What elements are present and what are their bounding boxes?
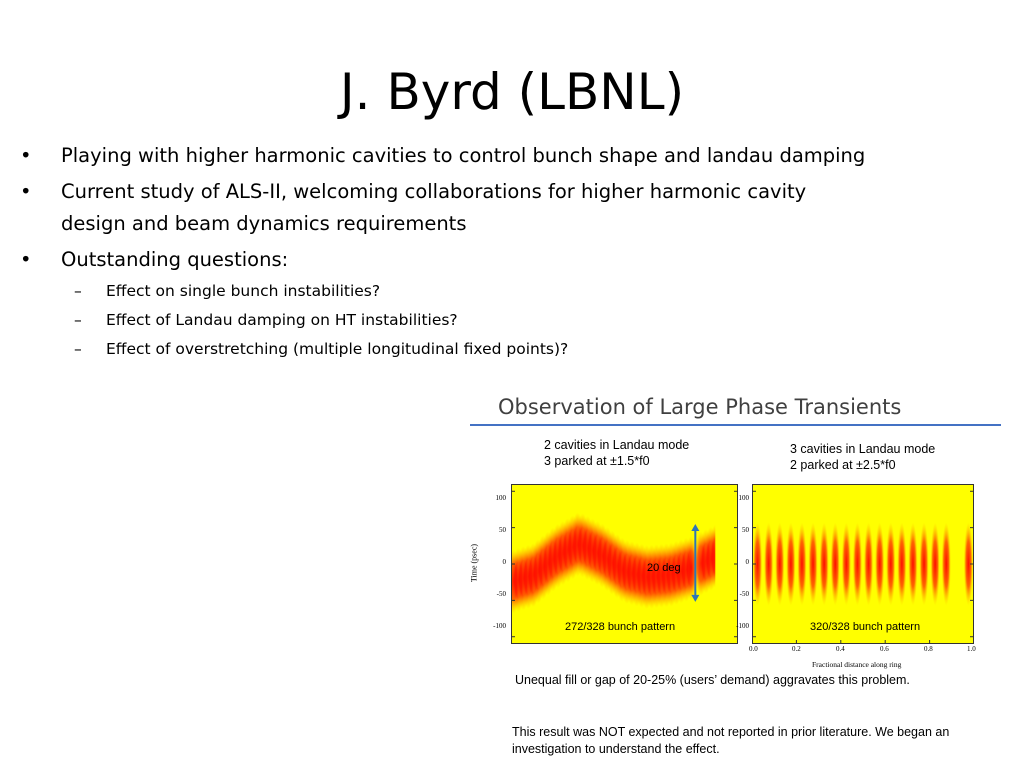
heatmap-background	[752, 484, 974, 644]
x-tick-label: 0.8	[924, 645, 933, 653]
dash-symbol: –	[74, 282, 82, 300]
left-note-line: 2 cavities in Landau mode	[544, 438, 690, 452]
y-tick-label: -50	[496, 590, 506, 598]
bunch-train-mark	[930, 522, 939, 605]
sub-bullet-item	[20, 338, 980, 360]
bullet-symbol: •	[20, 144, 32, 167]
x-tick-label: 0.4	[836, 645, 845, 653]
y-tick-label: 0	[502, 558, 506, 566]
bunch-train-mark	[786, 522, 795, 605]
dash-symbol: –	[74, 340, 82, 358]
right-note-line: 3 cavities in Landau mode	[790, 442, 936, 456]
y-tick-label: 50	[499, 526, 506, 534]
bunch-train-mark	[886, 522, 895, 605]
left-pattern-label: 272/328 bunch pattern	[565, 621, 676, 633]
result-note: This result was NOT expected and not reported in prior literature. We began an investigation to understand the effect.	[512, 725, 950, 756]
bullet-item	[20, 244, 980, 276]
figure-title: Observation of Large Phase Transients	[498, 395, 902, 419]
right-note-line: 2 parked at ±2.5*f0	[790, 458, 896, 472]
bunch-train-mark	[897, 522, 906, 605]
bullet-item	[20, 176, 980, 240]
bunch-train-mark	[808, 522, 817, 605]
y-tick-label: -100	[493, 622, 506, 630]
bullet-symbol: •	[20, 248, 32, 271]
y-tick-label: 0	[745, 558, 749, 566]
bunch-train-mark	[775, 522, 784, 605]
x-tick-label: 0.2	[792, 645, 801, 653]
bullet-text: Current study of ALS-II, welcoming collaborations for higher harmonic cavity design and beam dynamics requirements	[61, 180, 807, 235]
y-tick-label: 50	[742, 526, 749, 534]
slide-title: J. Byrd (LBNL)	[339, 63, 685, 121]
sub-bullet-item	[20, 280, 980, 302]
y-axis-title: Time (psec)	[469, 543, 479, 583]
bullet-text: Outstanding questions:	[61, 248, 289, 271]
bunch-train-mark	[819, 522, 828, 605]
sub-bullet-text: Effect of Landau damping on HT instabilities?	[106, 311, 458, 329]
left-note-line: 3 parked at ±1.5*f0	[544, 454, 650, 468]
bunch-train-mark	[797, 522, 806, 605]
right-bunch-heatmap	[752, 484, 974, 644]
y-tick-label: 100	[495, 494, 506, 502]
y-tick-label: -100	[736, 622, 749, 630]
bunch-train-mark	[908, 522, 917, 605]
unequal-fill-note: Unequal fill or gap of 20-25% (users’ demand) aggravates this problem.	[515, 673, 910, 687]
sub-bullet-item	[20, 309, 980, 331]
bunch-train-mark	[831, 522, 840, 605]
x-tick-label: 0.0	[749, 645, 758, 653]
bullet-symbol: •	[20, 180, 32, 203]
bunch-train-mark	[919, 522, 928, 605]
x-axis-title: Fractional distance along ring	[812, 660, 902, 669]
sub-bullet-text: Effect on single bunch instabilities?	[106, 282, 381, 300]
y-tick-label: -50	[739, 590, 749, 598]
dash-symbol: –	[74, 311, 82, 329]
figure-title-rule	[470, 424, 1001, 426]
left-bunch-heatmap	[511, 484, 738, 644]
left-plot-note	[544, 437, 689, 469]
bunch-train-mark	[853, 522, 862, 605]
bullet-text: Playing with higher harmonic cavities to control bunch shape and landau damping	[61, 144, 866, 167]
y-tick-label: 100	[738, 494, 749, 502]
bullet-item	[20, 140, 980, 172]
x-tick-label: 0.6	[880, 645, 889, 653]
bunch-train-mark	[764, 522, 773, 605]
bunch-train-mark	[875, 522, 884, 605]
right-plot-note	[790, 441, 935, 473]
right-pattern-label: 320/328 bunch pattern	[810, 621, 921, 633]
sub-bullet-text: Effect of overstretching (multiple longitudinal fixed points)?	[106, 340, 569, 358]
bunch-train-mark	[842, 522, 851, 605]
bunch-train-mark	[942, 522, 951, 605]
bunch-train-mark	[864, 522, 873, 605]
x-tick-label: 1.0	[967, 645, 976, 653]
bullet-list	[20, 140, 980, 367]
phase-annotation: 20 deg	[647, 562, 681, 574]
